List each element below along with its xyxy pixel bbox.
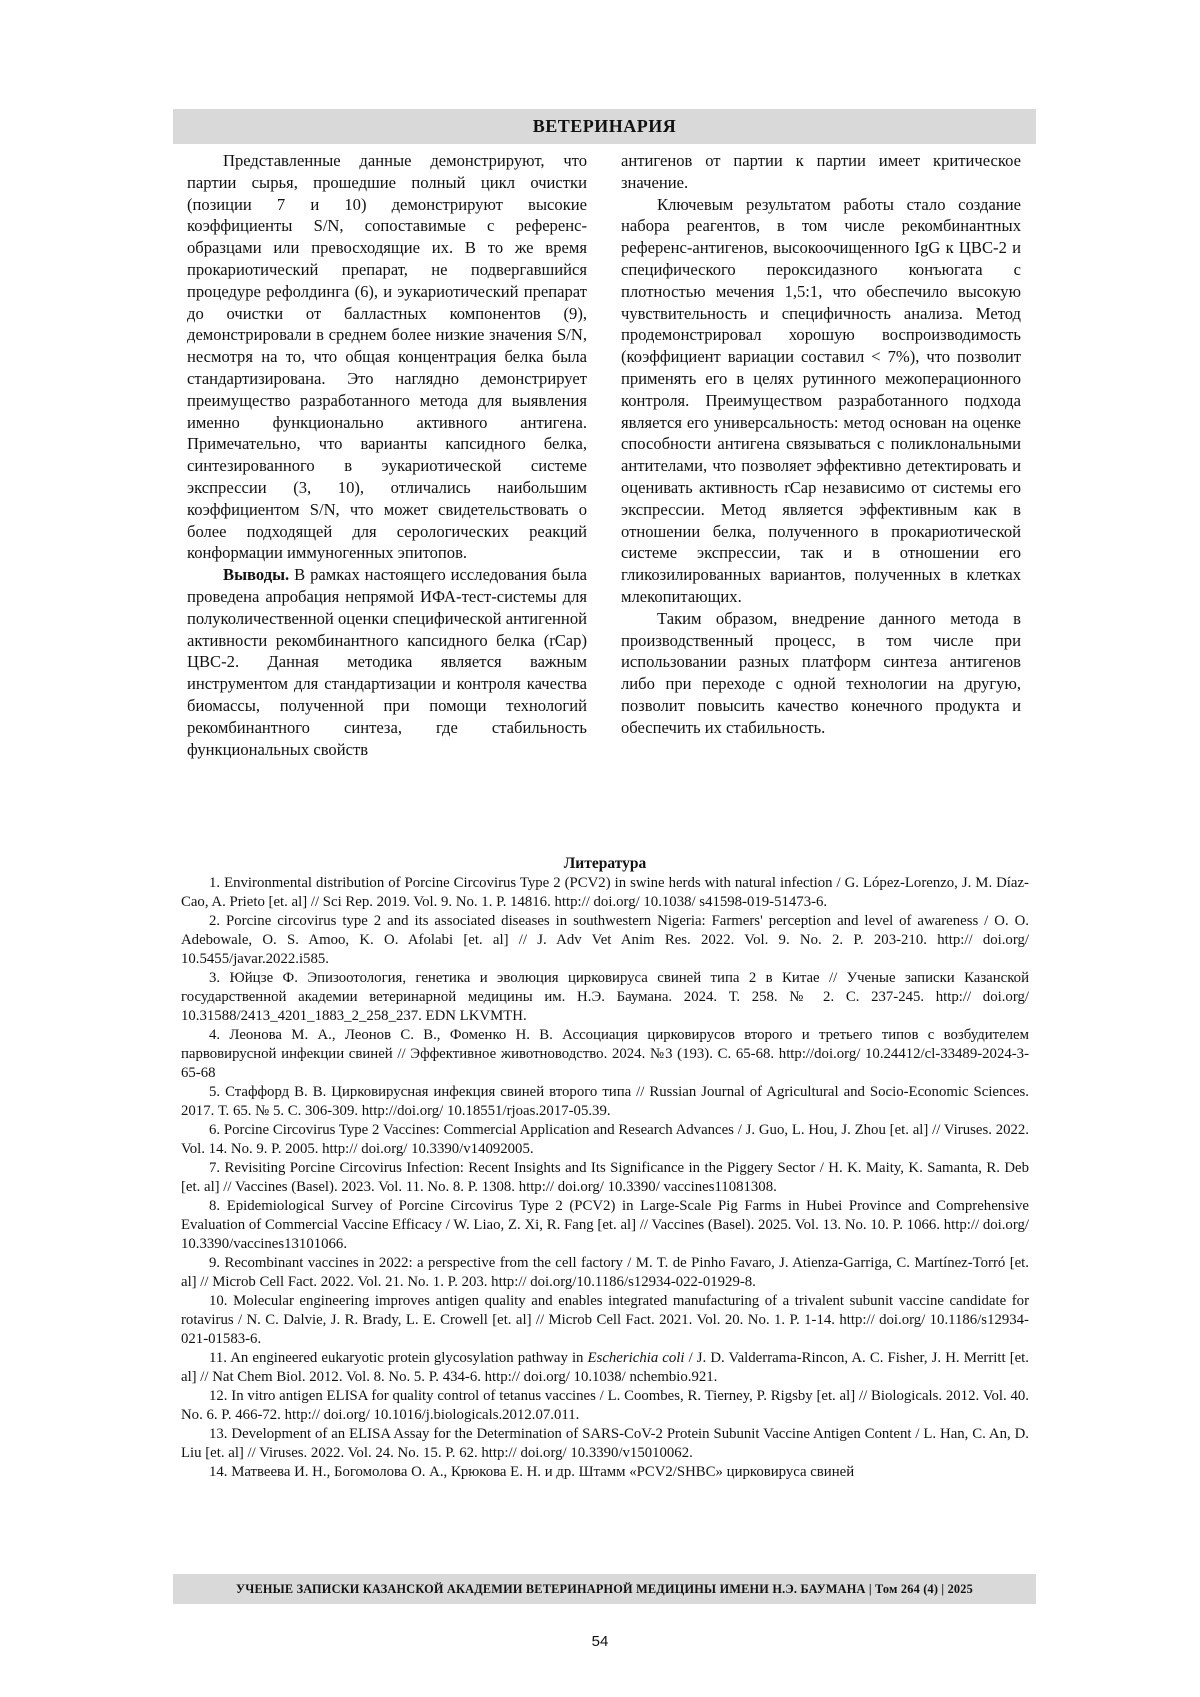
references-title: Литература	[563, 855, 647, 872]
reference-item: 12. In vitro antigen ELISA for quality control of tetanus vaccines / L. Coombes, R. Tierney, P. Rigsby [et. al] // Biologicals. 2012. Vol. 40. No. 6. P. 466-72. http:// doi.org/ 10.1016/j.biologicals.2012.07.011.	[181, 1388, 1029, 1423]
paragraph: антигенов от партии к партии имеет критическое значение.	[621, 151, 1021, 192]
paragraph-conclusions	[187, 564, 587, 760]
reference-item	[181, 1349, 1029, 1387]
references-section	[181, 854, 1029, 1482]
journal-line: УЧЕНЫЕ ЗАПИСКИ КАЗАНСКОЙ АКАДЕМИИ ВЕТЕРИНАРНОЙ МЕДИЦИНЫ ИМЕНИ Н.Э. БАУМАНА | Том 264 (4) | 2025	[236, 1582, 973, 1596]
reference-item: 13. Development of an ELISA Assay for the Determination of SARS-CoV-2 Protein Subunit Vaccine Antigen Content / L. Han, C. An, D. Liu [et. al] // Viruses. 2022. Vol. 24. No. 15. P. 62. http:// doi.org/ 10.3390/v15010062.	[181, 1426, 1029, 1461]
conclusions-heading: Выводы.	[223, 565, 290, 585]
section-title: ВЕТЕРИНАРИЯ	[532, 116, 677, 136]
right-column	[621, 150, 1021, 816]
reference-item: 1. Environmental distribution of Porcine Circovirus Type 2 (PCV2) in swine herds with natural infection / G. López-Lorenzo, J. M. Díaz-Cao, A. Prieto [et. al] // Sci Rep. 2019. Vol. 9. No. 1. P. 14816. http:// doi.org/ 10.1038/ s41598-019-51473-6.	[181, 875, 1029, 910]
reference-item: 3. Юйцзе Ф. Эпизоотология, генетика и эволюция цирковируса свиней типа 2 в Китае // Ученые записки Казанской государственной академии ветеринарной медицины им. Н.Э. Баумана. 2024. Т. 258. № 2. С. 237-245. http:// doi.org/ 10.31588/2413_4201_1883_2_258_237. EDN LKVMTH.	[181, 970, 1029, 1024]
left-column	[187, 150, 587, 816]
reference-item: 2. Porcine circovirus type 2 and its associated diseases in southwestern Nigeria: Farmers' perception and level of awareness / O. O. Adebowale, O. S. Amoo, K. O. Afolabi [et. al] // J. Adv Vet Anim Res. 2022. Vol. 9. No. 2. P. 203-210. http:// doi.org/ 10.5455/javar.2022.i585.	[181, 913, 1029, 967]
body-columns	[187, 150, 1021, 816]
reference-item: 4. Леонова М. А., Леонов С. В., Фоменко Н. В. Ассоциация цирковирусов второго и третьего типов с возбудителем парвовирусной инфекции свиней // Эффективное животноводство. 2024. №3 (193). С. 65-68. http://doi.org/ 10.24412/cl-33489-2024-3-65-68	[181, 1027, 1029, 1081]
reference-item: 9. Recombinant vaccines in 2022: a perspective from the cell factory / M. T. de Pinho Favaro, J. Atienza-Garriga, C. Martínez-Torró [et. al] // Microb Cell Fact. 2022. Vol. 21. No. 1. P. 203. http:// doi.org/10.1186/s12934-022-01929-8.	[181, 1255, 1029, 1290]
reference-item: 14. Матвеева И. Н., Богомолова О. А., Крюкова Е. Н. и др. Штамм «PCV2/SHBC» цирковируса свиней	[209, 1464, 855, 1480]
paragraph: Таким образом, внедрение данного метода в производственный процесс, в том числе при использовании разных платформ синтеза антигенов либо при переходе с одной технологии на другую, позволит повысить качество конечного продукта и обеспечить их стабильность.	[621, 608, 1021, 737]
paragraph: Представленные данные демонстрируют, что партии сырья, прошедшие полный цикл очистки (позиции 7 и 10) демонстрируют высокие коэффициенты S/N, сопоставимые с референс-образцами или превосходящие их. В то же время прокариотический препарат, не подвергавшийся процедуре рефолдинга (6), и эукариотический препарат до очистки от балластных компонентов (9), демонстрировали в среднем более низкие значения S/N, несмотря на то, что общая концентрация белка была стандартизирована. Это наглядно демонстрирует преимущество разработанного метода для выявления именно функционально активного антигена. Примечательно, что варианты капсидного белка, синтезированного в эукариотической системе экспрессии (3, 10), отличались наибольшим коэффициентом S/N, что может свидетельствовать о более подходящей для серологических реакций конформации иммуногенных эпитопов.	[187, 151, 587, 563]
reference-text: / J. D. Valderrama-Rincon, A. C. Fisher, J. H. Merritt [et. al] // Nat Chem Biol. 2012. Vol. 8. No. 5. P. 434-6. http:// doi.org/ 10.1038/ nchembio.921.	[181, 1350, 1029, 1385]
paragraph-text: В рамках настоящего исследования была проведена апробация непрямой ИФА-тест-системы для полуколичественной оценки специфической антигенной активности рекомбинантного капсидного белка (rCap) ЦВС-2. Данная методика является важным инструментом для стандартизации и контроля качества биомассы, полученной при помощи технологий рекомбинантного синтеза, где стабильность функциональных свойств	[187, 565, 587, 759]
journal-footer	[173, 1574, 1036, 1604]
species-name: Escherichia coli	[587, 1350, 685, 1366]
reference-text: 11. An engineered eukaryotic protein glycosylation pathway in	[209, 1350, 588, 1366]
reference-item: 7. Revisiting Porcine Circovirus Infection: Recent Insights and Its Significance in the Piggery Sector / H. K. Maity, K. Samanta, R. Deb [et. al] // Vaccines (Basel). 2023. Vol. 11. No. 8. P. 1308. http:// doi.org/ 10.3390/ vaccines11081308.	[181, 1160, 1029, 1195]
reference-item: 5. Стаффорд В. В. Цирковирусная инфекция свиней второго типа // Russian Journal of Agricultural and Socio-Economic Sciences. 2017. Т. 65. № 5. С. 306-309. http://doi.org/ 10.18551/rjoas.2017-05.39.	[181, 1084, 1029, 1119]
reference-item: 8. Epidemiological Survey of Porcine Circovirus Type 2 (PCV2) in Large-Scale Pig Farms in Hubei Province and Comprehensive Evaluation of Commercial Vaccine Efficacy / W. Liao, Z. Xi, R. Fang [et. al] // Vaccines (Basel). 2025. Vol. 13. No. 10. P. 1066. http:// doi.org/ 10.3390/vaccines13101066.	[181, 1198, 1029, 1252]
paragraph: Ключевым результатом работы стало создание набора реагентов, в том числе рекомбинантных референс-антигенов, высокоочищенного IgG к ЦВС-2 и специфического пероксидазного конъюгата с плотностью мечения 1,5:1, что обеспечило высокую чувствительность и специфичность анализа. Метод продемонстрировал хорошую воспроизводимость (коэффициент вариации составил < 7%), что позволит применять его в целях рутинного межоперационного контроля. Преимуществом разработанного подхода является его универсальность: метод основан на оценке способности антигена связываться с поликлональными антителами, что позволяет эффективно детектировать и оценивать активность rCap независимо от системы его экспрессии. Метод является эффективным как в отношении белка, полученного в прокариотической системе экспрессии, так и в отношении его гликозилированных вариантов, полученных в клетках млекопитающих.	[621, 194, 1021, 606]
page-number: 54	[591, 1633, 609, 1650]
reference-item: 10. Molecular engineering improves antigen quality and enables integrated manufacturing of a trivalent subunit vaccine candidate for rotavirus / N. C. Dalvie, J. R. Brady, L. E. Crowell [et. al] // Microb Cell Fact. 2021. Vol. 20. No. 1. P. 1-14. http:// doi.org/ 10.1186/s12934-021-01583-6.	[181, 1293, 1029, 1347]
section-header	[173, 109, 1036, 144]
reference-item: 6. Porcine Circovirus Type 2 Vaccines: Commercial Application and Research Advances / J. Guo, L. Hou, J. Zhou [et. al] // Viruses. 2022. Vol. 14. No. 9. P. 2005. http:// doi.org/ 10.3390/v14092005.	[181, 1122, 1029, 1157]
